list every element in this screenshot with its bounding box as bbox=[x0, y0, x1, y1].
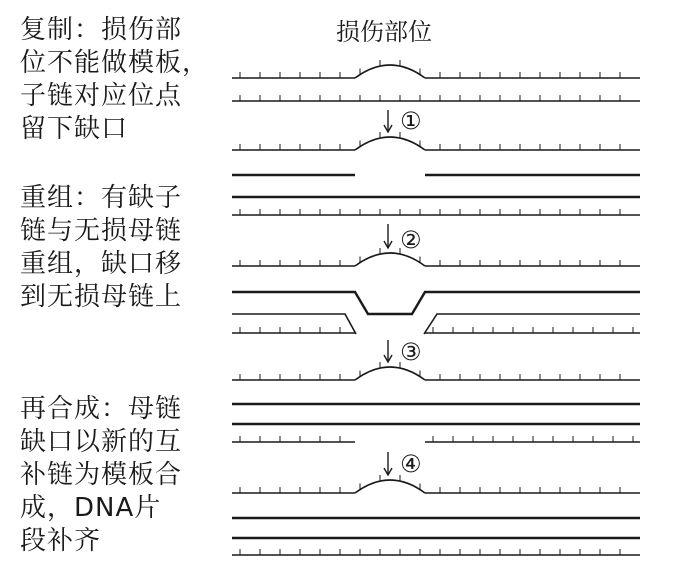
lesion-bump bbox=[355, 137, 425, 150]
stage-3-line-1: 再合成：母链 bbox=[20, 394, 183, 424]
step-1-marker: ① bbox=[400, 107, 422, 135]
parent-repaired-strand-4 bbox=[232, 549, 640, 555]
lesion-bump bbox=[355, 65, 425, 78]
parent-intact-strand-1 bbox=[232, 209, 640, 215]
parent-damaged-strand-3 bbox=[232, 362, 640, 380]
parent-damaged-strand-4 bbox=[232, 475, 640, 493]
stage-1-line-1: 复制：损伤部 bbox=[20, 15, 183, 45]
stage-2-line-2: 链与无损母链 bbox=[20, 216, 183, 246]
parent-damaged-strand-2 bbox=[232, 248, 640, 266]
stage-3-line-2: 缺口以新的互 bbox=[20, 427, 183, 457]
parent-gapped-strand-3 bbox=[232, 436, 640, 442]
stage-1-line-3: 子链对应位点 bbox=[20, 81, 183, 111]
recombined-daughter-strand bbox=[232, 292, 640, 314]
step-4-marker: ④ bbox=[400, 450, 422, 478]
stage-2-line-3: 重组，缺口移 bbox=[20, 249, 183, 279]
stage-1-line-2: 位不能做模板， bbox=[20, 48, 210, 78]
crossing-parent-strand bbox=[232, 314, 640, 334]
lesion-bump bbox=[355, 367, 425, 380]
stage-1-line-4: 留下缺口 bbox=[20, 114, 129, 144]
stage-2-line-4: 到无损母链上 bbox=[20, 282, 183, 312]
lesion-bump bbox=[355, 253, 425, 266]
parent-damaged-strand-1 bbox=[232, 132, 640, 150]
parent-intact-strand-2 bbox=[232, 327, 640, 333]
strand-layer bbox=[232, 60, 640, 555]
step-3-marker: ③ bbox=[400, 338, 422, 366]
stage-3-line-5: 段补齐 bbox=[20, 526, 102, 556]
stage-3-line-4: 成，DNA片 bbox=[20, 493, 162, 523]
stage-3-line-3: 补链为模板合 bbox=[20, 460, 183, 490]
parent-intact-strand-0 bbox=[232, 95, 640, 101]
lesion-bump bbox=[355, 480, 425, 493]
parent-damaged-strand-0 bbox=[232, 60, 640, 78]
stage-2-line-1: 重组：有缺子 bbox=[20, 183, 183, 213]
damage-site-label: 损伤部位 bbox=[336, 18, 432, 46]
step-2-marker: ② bbox=[400, 226, 422, 254]
